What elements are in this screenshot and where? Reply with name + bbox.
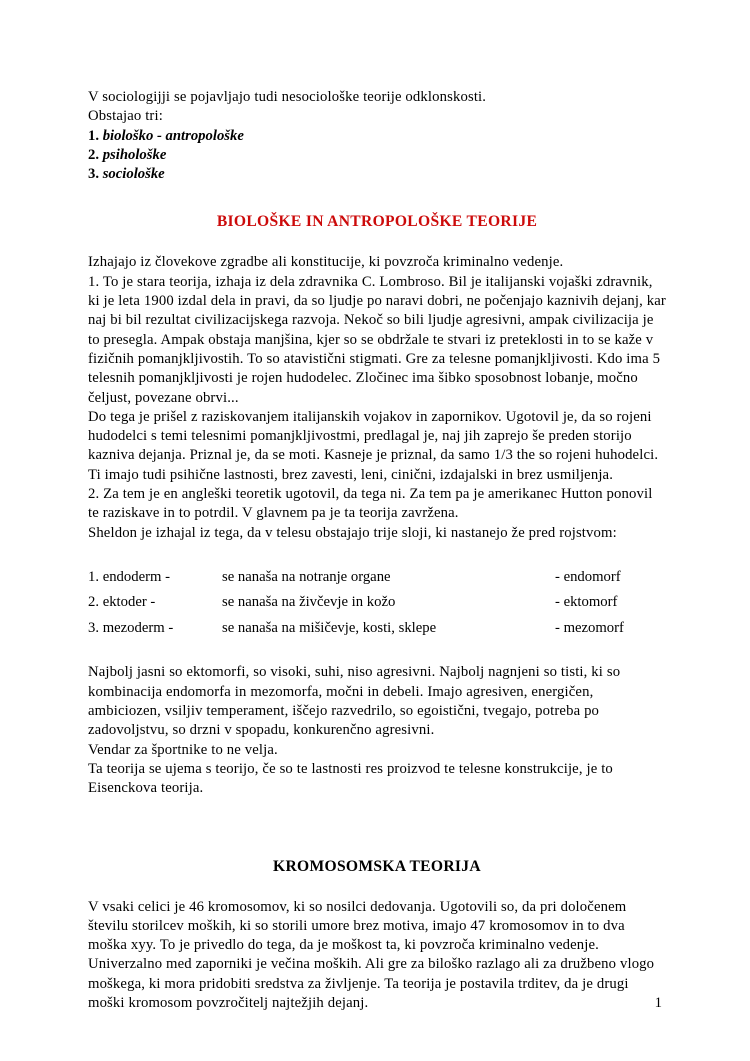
paragraph-ectomorph-traits: Najbolj jasni so ektomorfi, so visoki, suhi, niso agresivni. Najbolj nagnjeni so tisti, ki so kombinacija endomorfa in mezomorfa, močni in debeli. Imajo agresiven, energičen, ambiciozen, vsiljiv temperament, iščejo razvedrilo, so egoistični, tvegajo, potreba po zadovoljstvu, so drzni v spopadu, konkurenčno agresivni.	[88, 664, 621, 739]
spacer	[88, 184, 666, 212]
spacer	[88, 799, 666, 857]
list-item-number: 3.	[88, 166, 100, 183]
paragraph-lombroso: 1. To je stara teorija, izhaja iz dela zdravnika C. Lombroso. Bil je italijanski vojaški zdravnik, ki je leta 1900 izdal dela in pravi, da so ljudje po naravi dobri, ne počenjajo kaznivih dejanj, kar naj bi bil rezultat civilizacijskega razvoja. Nekoč so bili ljudje agresivni, ampak civilizacija je to presegla. Ampak obstaja manjšina, kjer so se obdržale te stvari iz preteklosti in to se kaže v fizičnih pomanjkljivostih. To so atavistični stigmati. Gre za telesne pomanjkljivosti. Kdo ima 5 telesnih pomanjkljivosti je rojen hudodelec. Zločinec ima šibko sposobnost lobanje, močno čeljust, povezane obrvi...	[88, 273, 666, 406]
document-body	[88, 88, 666, 1013]
page-number: 1	[654, 995, 662, 1011]
list-item-number: 1.	[88, 127, 100, 144]
layer-description: se nanaša na notranje organe	[222, 568, 391, 585]
layer-description: se nanaša na mišičevje, kosti, sklepe	[222, 619, 437, 636]
paragraph-athletes-exception: Vendar za športnike to ne velja.	[88, 741, 278, 758]
section-heading-chromosome: KROMOSOMSKA TEORIJA	[273, 857, 481, 875]
spacer	[88, 543, 666, 565]
list-item-term: sociološke	[102, 166, 165, 183]
spacer	[88, 231, 666, 253]
layer-term: 2. ektoder -	[88, 594, 156, 611]
list-item-term: psihološke	[102, 146, 167, 163]
layer-description: se nanaša na živčevje in kožo	[222, 594, 396, 611]
list-item	[88, 146, 666, 165]
layer-morphotype: - ektomorf	[555, 594, 618, 611]
list-item-number: 2.	[88, 146, 100, 163]
intro-line-1: V sociologijji se pojavljajo tudi nesociološke teorije odklonskosti.	[88, 89, 487, 105]
table-row	[88, 616, 666, 642]
paragraph-eisenck: Ta teorija se ujema s teorijo, če so te lastnosti res proizvod te telesne konstrukcije, je to Eisenckova teorija.	[88, 760, 613, 797]
layer-term: 1. endoderm -	[88, 568, 170, 585]
paragraph-hutton: 2. Za tem je en angleški teoretik ugotovil, da tega ni. Za tem pa je amerikanec Hutton ponovil te raziskave in to potrdil. V glavnem pa je ta teorija zavržena.	[88, 486, 653, 522]
section-heading-biological: BIOLOŠKE IN ANTROPOLOŠKE TEORIJE	[216, 213, 538, 231]
layer-morphotype: - mezomorf	[555, 619, 624, 636]
paragraph-sheldon: Sheldon je izhajal iz tega, da v telesu obstajajo trije sloji, ki nastanejo že pred rojstvom:	[88, 524, 617, 541]
paragraph-chromosome-theory: V vsaki celici je 46 kromosomov, ki so nosilci dedovanja. Ugotovili so, da pri določenem številu storilcev moških, ki so storili umore brez motiva, imajo 47 kromosomov in to dva moška xyy. To je privedlo do tega, da je moškost ta, ki povzroča kriminalno vedenje. Univerzalno med zaporniki je večina moških. Ali gre za biloško razlago ali za družbeno vlogo moškega, ki mora pridobiti sredstva za življenje. Ta teorija je postavila trditev, da je drugi moški kromosom povzročitelj najtežjih dejanj.	[88, 898, 655, 1011]
table-row	[88, 590, 666, 616]
layer-term: 3. mezoderm -	[88, 619, 174, 636]
table-row	[88, 565, 666, 591]
list-item	[88, 165, 666, 184]
paragraph-research-prisoners: Do tega je prišel z raziskovanjem italijanskih vojakov in zapornikov. Ugotovil je, da so rojeni hudodelci s temi telesnimi pomanjkljivostmi, predlagal je, naj jih zaprejo še preden storijo kazniva dejanja. Priznal je, da se moti. Kasneje je priznal, da samo 1/3 the so rojeni huhodelci. Ti imajo tudi psihične lastnosti, brez zavesti, leni, cinični, izdajalski in brez usmiljenja.	[88, 408, 659, 483]
spacer	[88, 641, 666, 663]
list-item-term: biološko - antropološke	[102, 127, 244, 144]
list-item	[88, 127, 666, 146]
intro-line-2: Obstajao tri:	[88, 108, 163, 125]
germ-layers-table	[88, 565, 666, 642]
spacer	[88, 876, 666, 898]
paragraph-intro-constitution: Izhajajo iz človekove zgradbe ali konstitucije, ki povzroča kriminalno vedenje.	[88, 254, 564, 271]
layer-morphotype: - endomorf	[555, 568, 621, 585]
theory-type-list	[88, 127, 666, 185]
